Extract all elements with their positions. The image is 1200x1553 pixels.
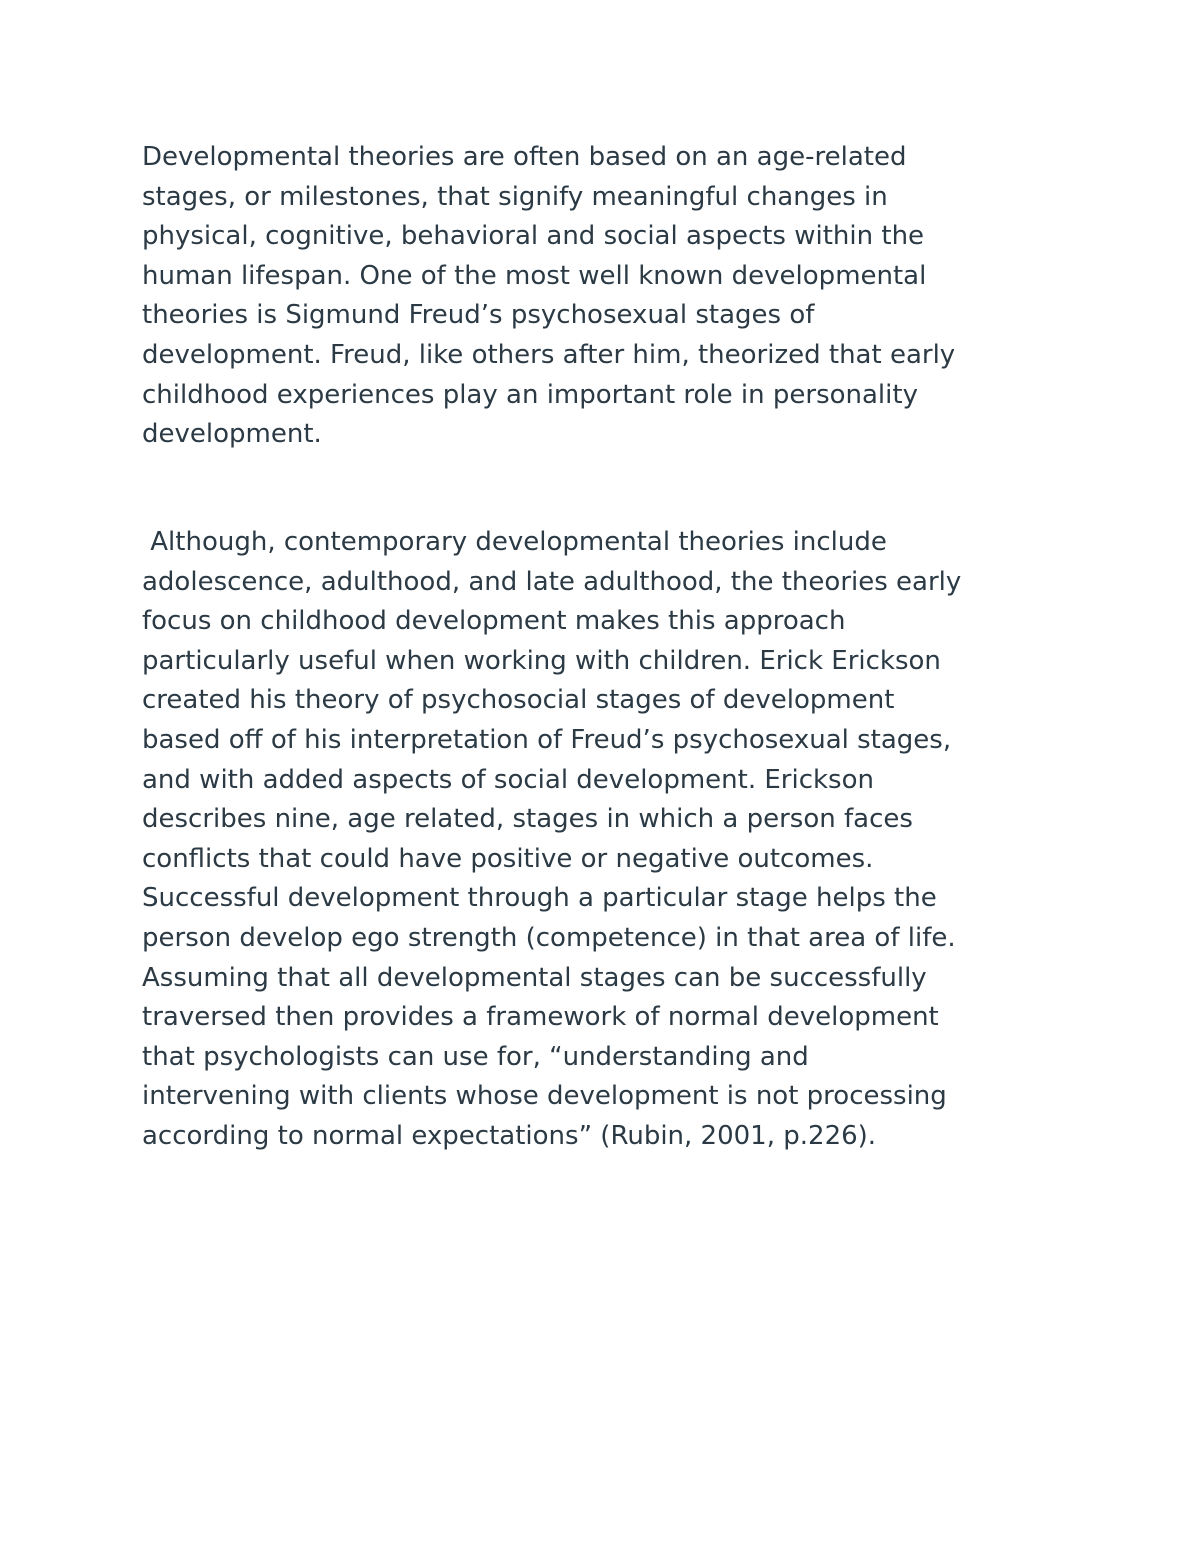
paragraph-line: describes nine, age related, stages in which a person faces [142,804,913,835]
paragraph-line: adolescence, adulthood, and late adulthood, the theories early [142,566,962,597]
paragraph-line: conflicts that could have positive or negative outcomes. [142,843,874,874]
paragraph-line: human lifespan. One of the most well known developmental [142,260,927,291]
paragraph-line: traversed then provides a framework of normal development [142,1002,939,1033]
paragraph-line: physical, cognitive, behavioral and social aspects within the [142,221,925,252]
paragraph-line: stages, or milestones, that signify meaningful changes in [142,181,888,212]
paragraph-line: focus on childhood development makes this approach [142,606,846,637]
paragraph-line: development. [142,419,322,450]
paragraph-line: Assuming that all developmental stages can be successfully [142,962,927,993]
paragraph-line: according to normal expectations” (Rubin, 2001, p.226). [142,1120,877,1151]
paragraph-line: person develop ego strength (competence) in that area of life. [142,922,956,953]
paragraph-line: and with added aspects of social development. Erickson [142,764,874,795]
paragraph-line: created his theory of psychosocial stages of development [142,685,895,716]
paragraph-line: Developmental theories are often based on an age-related [142,142,907,172]
paragraph-2 [142,523,1072,1157]
paragraph-line: Although, contemporary developmental theories include [142,527,887,557]
paragraph-line: intervening with clients whose development is not processing [142,1081,947,1112]
paragraph-line: particularly useful when working with children. Erick Erickson [142,645,941,676]
paragraph-line: childhood experiences play an important role in personality [142,379,918,410]
paragraph-1 [142,138,1072,455]
paragraph-line: based off of his interpretation of Freud’s psychosexual stages, [142,724,952,755]
paragraph-line: development. Freud, like others after him, theorized that early [142,339,956,370]
paragraph-line: Successful development through a particular stage helps the [142,883,937,914]
paragraph-line: theories is Sigmund Freud’s psychosexual stages of [142,300,815,331]
paragraph-line: that psychologists can use for, “understanding and [142,1041,809,1072]
